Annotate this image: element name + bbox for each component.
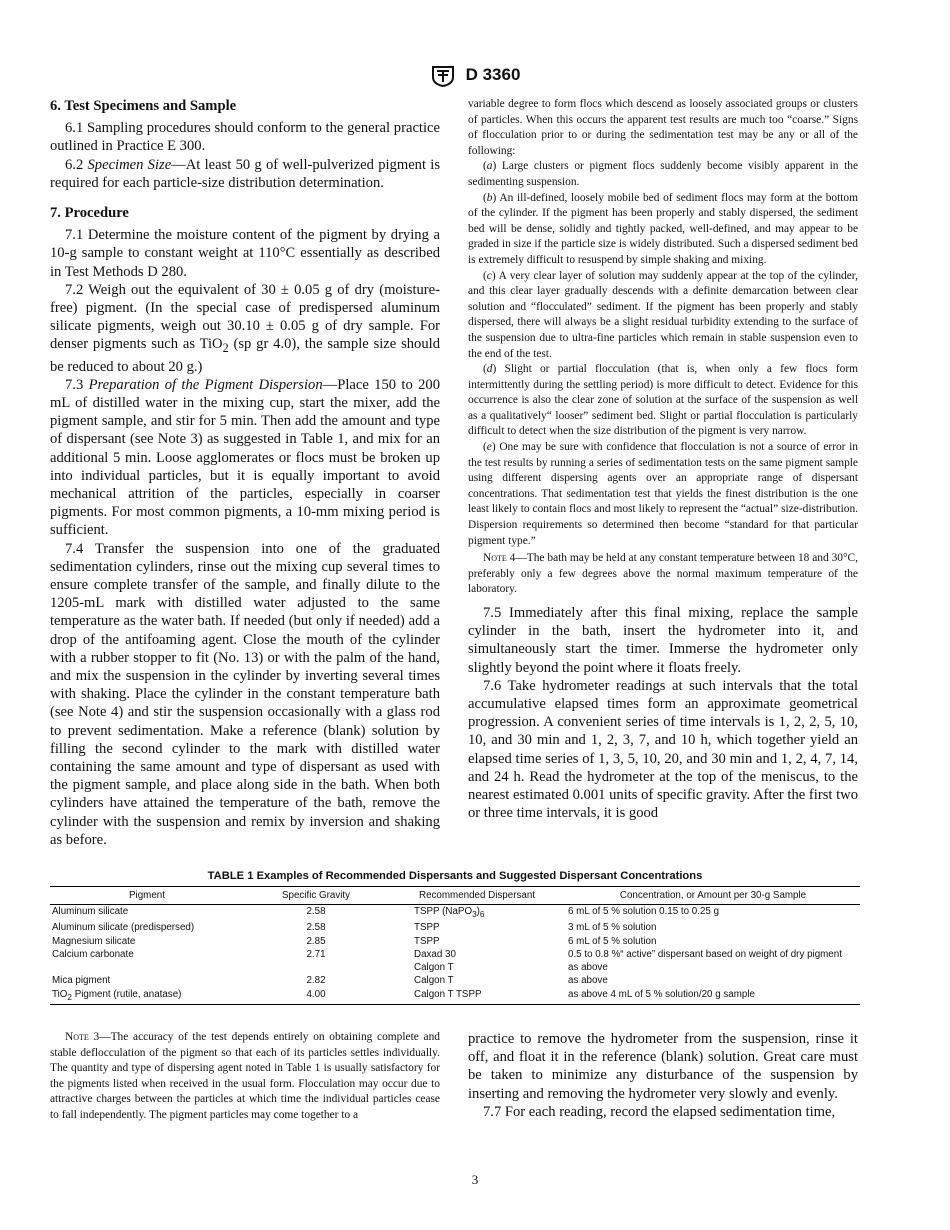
bottom-right-column [468,1030,858,1121]
table-row: Calcium carbonate 2.71 Daxad 30 0.5 to 0.8 %“ active” dispersant based on weight of dry pigment [52,948,842,960]
section-7-title: 7. Procedure [50,205,129,222]
table-row: Aluminum silicate (predispersed) 2.58 TSPP 3 mL of 5 % solution [52,922,657,934]
table-row: Mica pigment 2.82 Calgon T as above [52,975,608,987]
para-7-7: 7.7 For each reading, record the elapsed sedimentation time, [483,1103,836,1120]
table-row: Aluminum silicate 2.58 TSPP $(NaPO_3)_6$ 6 mL of 5 % solution 0.15 to 0.25 g [52,906,720,919]
table-title: TABLE 1 Examples of Recommended Dispersants and Suggested Dispersant Concentrations [207,870,703,882]
para-6-2: 6.2 Specimen Size—At least 50 g of well-pulverized pigment is required for each particle-size distribution determination. [50,156,441,191]
list-item-c: (c) A very clear layer of solution may suddenly appear at the top of the cylinder, and this clear layer gradually descends with a definite demarcation between clear solution and “flocculated” sediment. If the pigment has been properly and stably dispersed, there will always be a slight residual turbidity extending to the surface of the suspension due to ultra-fine particles which remain in stable suspension even to the end of the test. [468,269,858,360]
list-item-d: (d) Slight or partial flocculation (that is, when only a few flocs form intermittently during the settling period) is more difficult to detect. Evidence for this occurrence is also the clear zone of solution at the surface of the suspension as well as a qualitatively“ looser” sediment bed. Slight or partial flocculation is particularly difficult to detect when the size distribution of the pigment is very narrow. [468,363,858,438]
para-6-1: 6.1 Sampling procedures should conform to the general practice outlined in Practice E 300. [50,120,440,155]
header-dispersant: Recommended Dispersant [388,887,566,905]
para-7-1: 7.1 Determine the moisture content of the pigment by drying a 10-g sample to constant weight at 110°C essentially as described in Test Methods D 280. [50,227,440,280]
page-number: 3 [471,1172,479,1187]
flocculation-continued: variable degree to form flocs which descend as loosely associated groups or clusters of particles. When this occurs the apparent test results are much too “coarse.” Signs of flocculation prior to or during the sedimentation test may be any or all of the following: [468,98,858,157]
document-id: D 3360 [465,65,521,84]
left-column [50,97,440,849]
note-4: Note 4—The bath may be held at any constant temperature between 18 and 30°C, preferably only a few degrees above the normal maximum temperature of the laboratory. [468,552,858,596]
page-header [0,63,950,87]
para-7-3: 7.3 Preparation of the Pigment Dispersion—Place 150 to 200 mL of distilled water in the mixing cup, start the mixer, add the pigment sample, and stir for 5 min. Then add the amount and type of dispersant (see Note 3) as suggested in Table 1, and mix for an additional 5 min. Loose agglomerates or flocs must be broken up into individual particles, but it is equally important to avoid mechanical attrition of the particles, especially in coarser pigments. For most common pigments, a 10-mm mixing period is sufficient. [50,376,441,539]
section-6-title: 6. Test Specimens and Sample [50,98,237,114]
table-row: Magnesium silicate 2.85 TSPP 6 mL of 5 % solution [52,935,657,947]
para-7-4: 7.4 Transfer the suspension into one of the graduated sedimentation cylinders, rinse out the mixing cup several times to ensure complete transfer of the sample, and finally dilute to the 1205-mL mark with distilled water adjusted to the same temperature as the water bath. If needed (but only if needed) add a drop of the antifoaming agent. Close the mouth of the cylinder with a rubber stopper to fit (No. 13) or with the palm of the hand, and mix the suspension in the cylinder by inverting several times with shaking. Place the cylinder in the constant temperature bath (see Note 4) and stir the suspension occasionally with a glass rod to prevent sedimentation. Make a reference (blank) solution by filling the second cylinder to the mark with distilled water containing the same amount and type of dispersant as used with the pigment sample, and place along side in the bath. When both cylinders have attained the temperature of the bath, remove the cylinder with the suspension and remix by inversion and shaking as before. [50,540,440,848]
table-row: Calgon T as above [414,962,608,974]
table-header-row [50,887,860,905]
header-specific-gravity: Specific Gravity [244,887,388,905]
para-7-6: 7.6 Take hydrometer readings at such intervals that the total accumulative elapsed times form an approximate geometrical progression. A convenient series of time intervals is 1, 2, 2, 5, 10, 10, and 30 min and 1, 2, 3, 7, and 10 h, which together yield an elapsed time series of 1, 3, 5, 10, 20, and 30 min and 1, 2, 4, 7, 14, and 24 h. Read the hydrometer at the top of the meniscus, to the nearest estimated 0.001 units of specific gravity. After the first two or three time intervals, it is good [468,677,858,822]
para-7-2: 7.2 Weigh out the equivalent of 30 ± 0.05 g of dry (moisture-free) pigment. (In the special case of predispersed aluminum silicate pigments, weigh out 30.10 ± 0.05 g of dry sample. For denser pigments such as TiO$_2$ (sp gr 4.0), the sample size should be reduced to about 20 g.) [50,281,441,375]
list-item-e: (e) One may be sure with confidence that flocculation is not a source of error in the test results by running a series of sedimentation tests on the same pigment sample using different dispersing agents over an appropriate range of dispersant concentrations. That sedimentation test that yields the finest distribution is the one least likely to contain flocs and most likely to represent the “actual” size-distribution. Dispersion requirements so determined then become “standard for that particular pigment type.” [468,441,858,547]
table-row: TiO$_2$ Pigment (rutile, anatase) 4.00 Calgon T TSPP as above 4 mL of 5 % solution/20 g sample [50,988,860,1005]
header-concentration: Concentration, or Amount per 30-g Sample [566,887,860,905]
header-pigment: Pigment [50,887,244,905]
note-3: Note 3—The accuracy of the test depends entirely on obtaining complete and stable deflocculation of the pigment so that each of its particles settles individually. The quantity and type of dispersing agent noted in Table 1 is usually satisfactory for the pigments listed when received in the usual form. Flocculation may occur due to attractive charges between the particles at which time the individual particles cease to fall independently. The pigment particles may come together to a [50,1031,440,1121]
para-7-6-continued: practice to remove the hydrometer from the suspension, rinse it off, and float it in the reference (blank) solution. Great care must be taken to minimize any disturbance of the suspension by inserting and removing the hydrometer very slowly and evenly. [468,1031,858,1102]
astm-logo-icon [430,63,456,87]
dispersant-table [50,870,860,1005]
right-column [468,97,858,822]
para-7-5: 7.5 Immediately after this final mixing, replace the sample cylinder in the bath, insert the hydrometer into it, and simultaneously start the timer. Immerse the hydrometer only slightly beyond the point where it floats freely. [468,605,858,676]
list-item-b: (b) An ill-defined, loosely mobile bed of sediment flocs may form at the bottom of the cylinder. If the pigment has been properly and stably dispersed, the sediment bed will be dense, solidly and tightly packed, well-defined, and may appear to be graded in size if the particle size is widely distributed. Such a dispersed sediment bed is extremely difficult to resuspend by simple shaking and mixing. [468,191,858,266]
list-item-a: (a) Large clusters or pigment flocs suddenly become visibly apparent in the sedimenting suspension. [468,160,858,188]
